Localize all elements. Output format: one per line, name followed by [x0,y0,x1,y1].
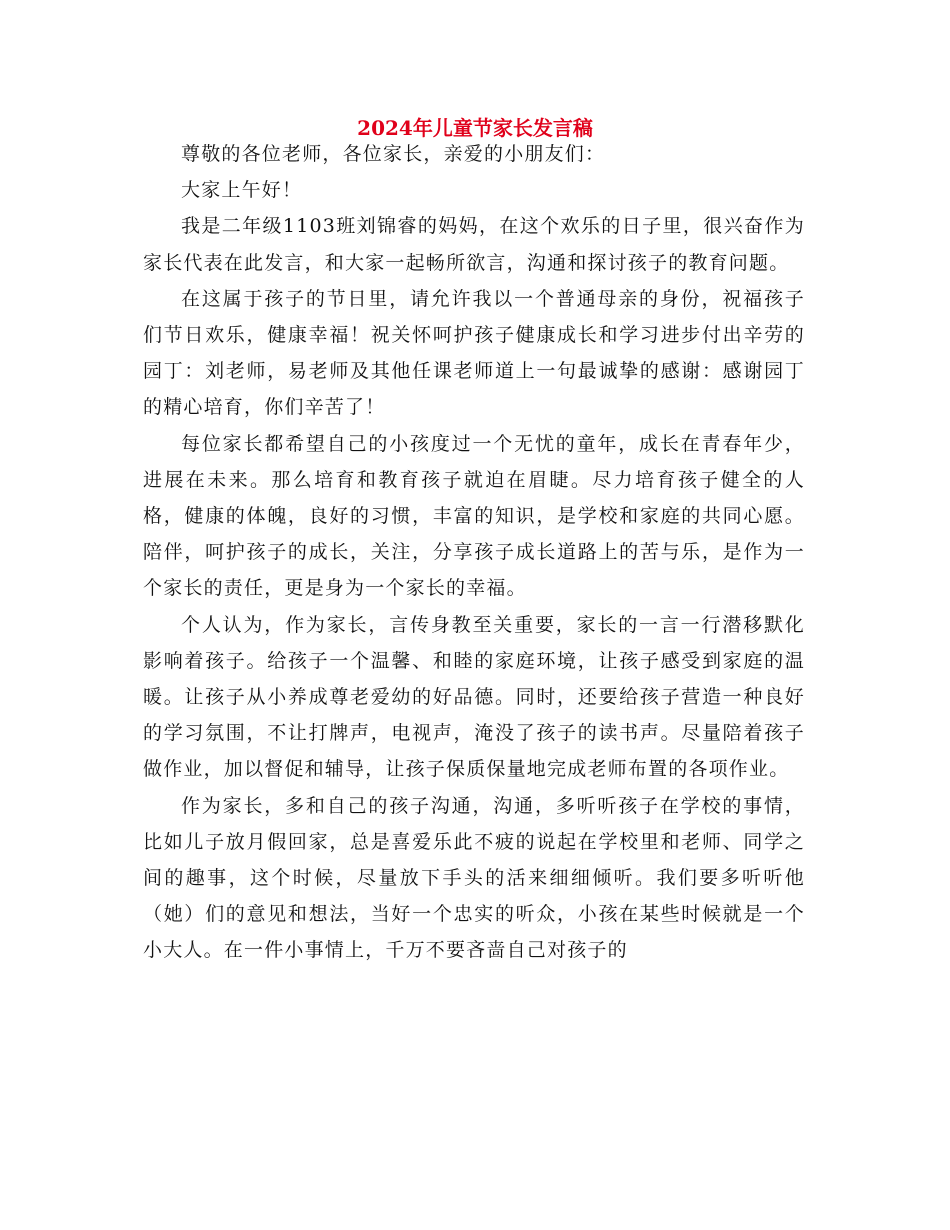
paragraph-introduction: 我是二年级1103班刘锦睿的妈妈，在这个欢乐的日子里，很兴奋作为家长代表在此发言，和大家一起畅所欲言，沟通和探讨孩子的教育问题。 [143,215,805,274]
paragraph-role-model: 个人认为，作为家长，言传身教至关重要，家长的一言一行潜移默化影响着孩子。给孩子一个温馨、和睦的家庭环境，让孩子感受到家庭的温暖。让孩子从小养成尊老爱幼的好品德。同时，还要给孩子营造一种良好的学习氛围，不让打牌声，电视声，淹没了孩子的读书声。尽量陪着孩子做作业，加以督促和辅导，让孩子保质保量地完成老师布置的各项作业。 [143,613,805,781]
paragraph-greeting: 大家上午好！ [181,179,303,202]
document-title: 2024年儿童节家长发言稿 [357,116,593,140]
paragraph-thanks: 在这属于孩子的节日里，请允许我以一个普通母亲的身份，祝福孩子们节日欢乐，健康幸福！祝关怀呵护孩子健康成长和学习进步付出辛劳的园丁：刘老师，易老师及其他任课老师道上一句最诚挚的感谢：感谢园丁的精心培育，你们辛苦了！ [143,287,805,419]
document-body [143,136,805,969]
paragraph-childhood: 每位家长都希望自己的小孩度过一个无忧的童年，成长在青春年少，进展在未来。那么培育和教育孩子就迫在眉睫。尽力培育孩子健全的人格，健康的体魄，良好的习惯，丰富的知识，是学校和家庭的共同心愿。陪伴，呵护孩子的成长，关注，分享孩子成长道路上的苦与乐，是作为一个家长的责任，更是身为一个家长的幸福。 [143,432,805,600]
paragraph-communication: 作为家长，多和自己的孩子沟通，沟通，多听听孩子在学校的事情，比如儿子放月假回家，总是喜爱乐此不疲的说起在学校里和老师、同学之间的趣事，这个时候，尽量放下手头的活来细细倾听。我们要多听听他（她）们的意见和想法，当好一个忠实的听众，小孩在某些时候就是一个小大人。在一件小事情上，千万不要吝啬自己对孩子的 [143,794,805,962]
paragraph-salutation: 尊敬的各位老师，各位家长，亲爱的小朋友们： [181,143,606,165]
